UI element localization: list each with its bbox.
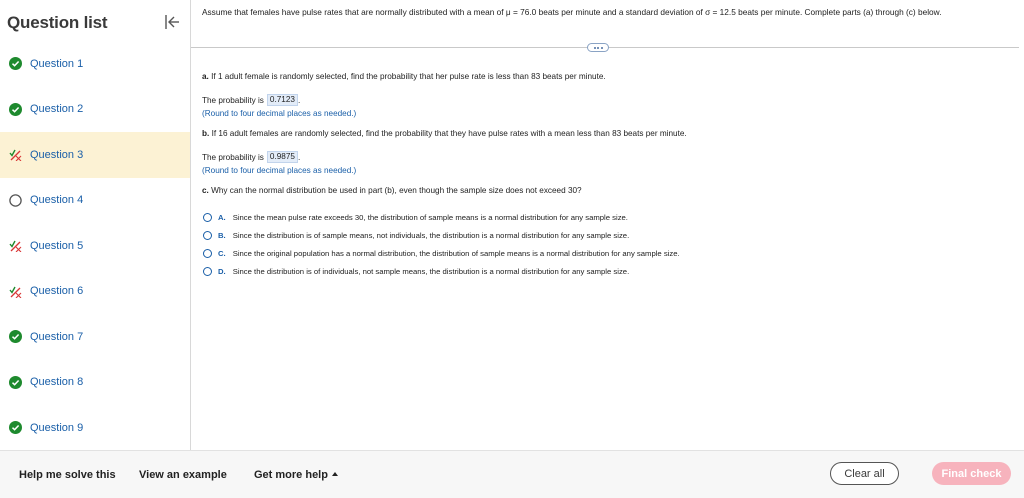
part-a-question [202,72,606,81]
sidebar-header [0,0,190,46]
footer-bar [0,450,1024,498]
part-b-hint: (Round to four decimal places as needed.) [202,166,357,175]
question-item-6[interactable] [0,269,190,315]
question-item-2[interactable] [0,87,190,133]
question-pane [191,0,1024,450]
choice-d[interactable] [203,267,629,276]
view-example-button[interactable]: View an example [139,469,227,481]
question-label: Question 1 [30,57,84,70]
empty-circle-icon [9,194,22,207]
part-b-text: If 16 adult females are randomly selected, find the probability that they have pulse rates with a mean less than 83 beats per minute. [211,129,687,138]
part-b-label: b. [202,129,210,138]
final-check-button[interactable]: Final check [932,462,1011,485]
question-label: Question 3 [30,148,84,161]
choice-letter: A. [218,213,226,222]
question-item-7[interactable] [0,314,190,360]
part-a-answer-suffix: . [297,95,301,105]
part-b-answer-prefix: The probability is [202,152,264,162]
check-circle-icon [9,421,22,434]
question-label: Question 5 [30,239,84,252]
question-item-3[interactable] [0,132,190,178]
part-a-label: a. [202,72,209,81]
part-b-answer-suffix: . [297,152,301,162]
divider-expand-handle[interactable] [587,43,609,52]
choice-letter: C. [218,249,226,258]
collapse-sidebar-icon[interactable] [163,13,181,31]
radio-button[interactable] [203,267,212,276]
choice-letter: B. [218,231,226,240]
part-a-text: If 1 adult female is randomly selected, find the probability that her pulse rate is less than 83 beats per minute. [211,72,606,81]
part-b-question [202,129,687,138]
part-c-text: Why can the normal distribution be used in part (b), even though the sample size does not exceed 30? [211,186,582,195]
question-label: Question 9 [30,421,84,434]
part-b-answer-field[interactable]: 0.9875 [267,151,298,163]
choice-letter: D. [218,267,226,276]
question-list [0,41,190,451]
check-circle-icon [9,330,22,343]
question-item-5[interactable] [0,223,190,269]
part-a-answer-line [202,94,300,106]
question-label: Question 8 [30,376,84,389]
partial-credit-icon [9,239,22,252]
choice-text: Since the mean pulse rate exceeds 30, the distribution of sample means is a normal distribution for any sample size. [232,213,628,222]
question-label: Question 4 [30,194,84,207]
clear-all-button[interactable]: Clear all [830,462,899,485]
question-item-4[interactable] [0,178,190,224]
question-sidebar [0,0,191,450]
question-label: Question 7 [30,330,84,343]
problem-intro: Assume that females have pulse rates that are normally distributed with a mean of μ = 76.0 beats per minute and a standard deviation of σ = 12.5 beats per minute. Complete parts (a) through (c) below. [202,7,942,17]
part-c-label: c. [202,186,209,195]
question-label: Question 6 [30,285,84,298]
question-item-1[interactable] [0,41,190,87]
radio-button[interactable] [203,249,212,258]
get-more-help-button[interactable] [254,469,338,481]
choice-text: Since the original population has a normal distribution, the distribution of sample means is a normal distribution for any sample size. [232,249,680,258]
question-item-9[interactable] [0,405,190,451]
part-a-answer-prefix: The probability is [202,95,264,105]
choice-b[interactable] [203,231,629,240]
part-a-answer-field[interactable]: 0.7123 [267,94,298,106]
choice-c[interactable] [203,249,680,258]
sidebar-title: Question list [7,13,108,32]
question-item-8[interactable] [0,360,190,406]
radio-button[interactable] [203,231,212,240]
check-circle-icon [9,376,22,389]
choice-a[interactable] [203,213,628,222]
partial-credit-icon [9,148,22,161]
help-me-solve-button[interactable]: Help me solve this [19,469,116,481]
caret-up-icon [332,472,338,476]
check-circle-icon [9,103,22,116]
question-label: Question 2 [30,103,84,116]
choice-text: Since the distribution is of individuals, not sample means, the distribution is a normal distribution for any sample size. [232,267,630,276]
radio-button[interactable] [203,213,212,222]
choice-text: Since the distribution is of sample means, not individuals, the distribution is a normal distribution for any sample size. [232,231,630,240]
partial-credit-icon [9,285,22,298]
part-c-question [202,186,582,195]
part-a-hint: (Round to four decimal places as needed.) [202,109,357,118]
get-more-help-label: Get more help [254,469,328,481]
part-b-answer-line [202,151,300,163]
check-circle-icon [9,57,22,70]
